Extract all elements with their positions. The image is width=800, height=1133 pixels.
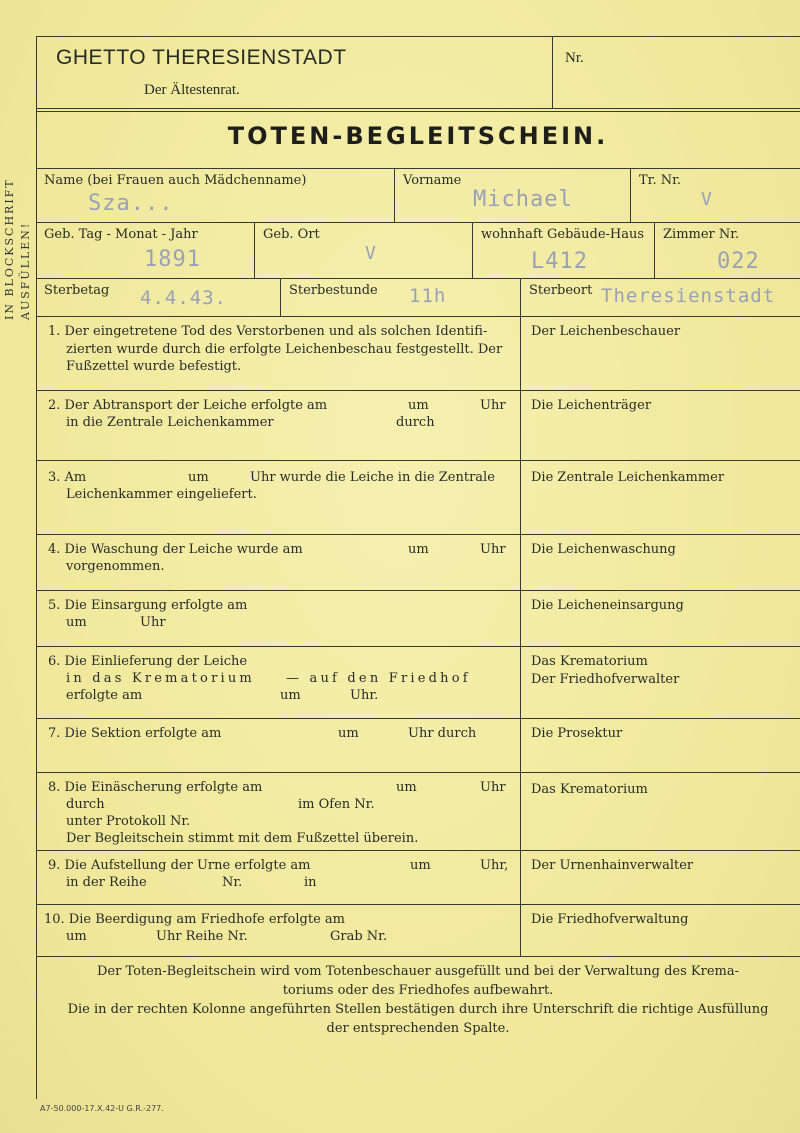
sterbetag-value: 4.4.43. — [140, 287, 228, 309]
step-1-signatory: Der Leichenbeschauer — [531, 324, 681, 339]
step-2-line-1: 2. Der Abtransport der Leiche erfolgte am — [48, 398, 328, 413]
footer-line-2: toriums oder des Friedhofes aufbewahrt. — [282, 983, 554, 998]
sterbetag-field[interactable] — [36, 279, 280, 317]
step-10-line-1: 10. Die Beerdigung am Friedhofe erfolgte am — [44, 912, 345, 927]
step-4-line-2: vorgenommen. — [66, 559, 165, 574]
step-4-signature[interactable] — [520, 535, 800, 591]
step-4-row — [36, 534, 800, 591]
step-9-in: in — [304, 875, 317, 890]
step-1-text[interactable] — [36, 317, 520, 391]
step-5-uhr: Uhr — [140, 615, 166, 630]
step-5-signatory: Die Leicheneinsargung — [531, 598, 684, 613]
sterbestunde-field[interactable] — [280, 279, 520, 317]
name-field[interactable] — [36, 169, 394, 223]
step-1-signature[interactable] — [520, 317, 800, 391]
step-5-line-1: 5. Die Einsargung erfolgte am — [48, 598, 248, 613]
step-4-text[interactable] — [36, 535, 520, 591]
step-8-line-2: durch — [66, 797, 105, 812]
row-death — [36, 278, 800, 317]
row-name — [36, 168, 800, 223]
footer-line-4: der entsprechenden Spalte. — [326, 1021, 510, 1036]
step-5-signature[interactable] — [520, 591, 800, 647]
step-2-durch: durch — [396, 415, 435, 430]
step-7-uhr: Uhr durch — [408, 726, 477, 741]
side-instruction-line-2: AUSFÜLLEN! — [19, 221, 32, 320]
step-8-ofen: im Ofen Nr. — [298, 797, 375, 812]
name-value: Sza... — [88, 191, 174, 216]
step-3-signature[interactable] — [520, 461, 800, 535]
footer-note — [36, 962, 800, 1038]
closing-rule — [36, 956, 800, 957]
document-title: TOTEN-BEGLEITSCHEIN. — [227, 122, 609, 150]
step-5-text[interactable] — [36, 591, 520, 647]
sterbeort-label: Sterbeort — [529, 283, 593, 298]
step-6-line-2b: — auf den Friedhof — [286, 671, 471, 686]
wohnhaft-field[interactable] — [472, 223, 654, 279]
vorname-label: Vorname — [403, 173, 462, 188]
step-7-line-1: 7. Die Sektion erfolgte am — [48, 726, 222, 741]
step-7-row — [36, 718, 800, 773]
vorname-field[interactable] — [394, 169, 630, 223]
footer-line-1: Der Toten-Begleitschein wird vom Totenbeschauer ausgefüllt und bei der Verwaltung des Krema- — [97, 964, 739, 979]
step-7-signature[interactable] — [520, 719, 800, 773]
sterbeort-field[interactable] — [520, 279, 800, 317]
sterbestunde-label: Sterbestunde — [289, 283, 378, 298]
step-7-um: um — [338, 726, 359, 741]
step-3-line-1: 3. Am — [48, 470, 87, 485]
step-2-uhr: Uhr — [480, 398, 506, 413]
header-double-rule — [36, 111, 800, 112]
geb-tag-label: Geb. Tag - Monat - Jahr — [44, 227, 198, 242]
step-4-uhr: Uhr — [480, 542, 506, 557]
geb-ort-value: V — [365, 243, 377, 264]
row-birth — [36, 222, 800, 279]
step-2-text[interactable] — [36, 391, 520, 461]
step-7-text[interactable] — [36, 719, 520, 773]
step-4-line-1: 4. Die Waschung der Leiche wurde am — [48, 542, 303, 557]
step-9-signature[interactable] — [520, 851, 800, 905]
step-6-text[interactable] — [36, 647, 520, 719]
geb-tag-value: 1891 — [144, 247, 201, 272]
step-1-line-1: 1. Der eingetretene Tod des Verstorbenen und als solchen Identifi- — [48, 324, 488, 339]
sterbestunde-value: 11h — [409, 285, 447, 307]
sterbetag-label: Sterbetag — [44, 283, 110, 298]
step-10-grab: Grab Nr. — [330, 929, 388, 944]
step-10-reihe: Uhr Reihe Nr. — [156, 929, 248, 944]
side-instruction-line-1: IN BLOCKSCHRIFT — [3, 178, 16, 320]
geb-ort-label: Geb. Ort — [263, 227, 320, 242]
step-9-line-2: in der Reihe — [66, 875, 147, 890]
zimmer-value: 022 — [717, 249, 760, 274]
step-6-line-3: erfolgte am — [66, 688, 143, 703]
tr-nr-field[interactable] — [630, 169, 800, 223]
step-10-row — [36, 904, 800, 957]
step-8-signature[interactable] — [520, 773, 800, 851]
step-9-um: um — [410, 858, 431, 873]
side-instruction — [2, 160, 38, 320]
sterbeort-value: Theresienstadt — [601, 285, 776, 307]
step-2-signature[interactable] — [520, 391, 800, 461]
step-8-row — [36, 772, 800, 851]
step-1-line-2: zierten wurde durch die erfolgte Leichenbeschau festgestellt. Der — [66, 341, 503, 357]
zimmer-field[interactable] — [654, 223, 800, 279]
step-8-um: um — [396, 780, 417, 795]
tr-nr-value: V — [701, 189, 713, 210]
nr-box[interactable] — [552, 36, 800, 108]
form-header — [36, 36, 800, 109]
step-8-line-4: Der Begleitschein stimmt mit dem Fußzettel überein. — [66, 831, 419, 846]
step-8-line-1: 8. Die Einäscherung erfolgte am — [48, 780, 263, 795]
nr-label: Nr. — [565, 50, 584, 66]
step-4-um: um — [408, 542, 429, 557]
step-4-signatory: Die Leichenwaschung — [531, 542, 676, 557]
step-9-signatory: Der Urnenhainverwalter — [531, 858, 694, 873]
step-9-text[interactable] — [36, 851, 520, 905]
step-9-nr: Nr. — [222, 875, 243, 890]
header-subtitle: Der Ältestenrat. — [144, 82, 240, 98]
step-2-signatory: Die Leichenträger — [531, 398, 652, 413]
step-6-line-2a: in das Krematorium — [66, 671, 255, 686]
step-2-um: um — [408, 398, 429, 413]
step-6-um: um — [280, 688, 301, 703]
step-3-signatory: Die Zentrale Leichenkammer — [531, 470, 725, 485]
print-code: A7-50.000-17.X.42-U G.R.-277. — [40, 1104, 164, 1113]
geb-tag-field[interactable] — [36, 223, 254, 279]
step-1-lines — [48, 323, 508, 376]
step-3-um: um — [188, 470, 209, 485]
step-3-text[interactable] — [36, 461, 520, 535]
step-6-line-1: 6. Die Einlieferung der Leiche — [48, 654, 248, 669]
step-1-row — [36, 316, 800, 391]
step-5-row — [36, 590, 800, 647]
step-6-signature[interactable] — [520, 647, 800, 719]
tr-nr-label: Tr. Nr. — [639, 173, 682, 188]
step-7-signatory: Die Prosektur — [531, 726, 623, 741]
step-5-um: um — [66, 615, 87, 630]
step-9-line-1: 9. Die Aufstellung der Urne erfolgte am — [48, 858, 311, 873]
step-8-uhr: Uhr — [480, 780, 506, 795]
step-8-line-3: unter Protokoll Nr. — [66, 814, 191, 829]
wohnhaft-value: L412 — [531, 249, 588, 274]
step-8-signatory: Das Krematorium — [531, 782, 648, 797]
zimmer-label: Zimmer Nr. — [663, 227, 740, 242]
step-6-signatory-2: Der Friedhofverwalter — [531, 671, 680, 687]
name-label: Name (bei Frauen auch Mädchenname) — [44, 173, 307, 188]
step-6-row — [36, 646, 800, 719]
step-2-row — [36, 390, 800, 461]
wohnhaft-label: wohnhaft Gebäude-Haus — [481, 227, 645, 242]
step-3-line-2: Leichenkammer eingeliefert. — [66, 487, 257, 502]
footer-line-3: Die in der rechten Kolonne angeführten Stellen bestätigen durch ihre Unterschrift die richtige Ausfüllung — [67, 1002, 769, 1017]
step-10-signatory: Die Friedhofverwaltung — [531, 912, 689, 927]
step-1-line-3: Fußzettel wurde befestigt. — [66, 359, 242, 374]
step-10-signature[interactable] — [520, 905, 800, 957]
geb-ort-field[interactable] — [254, 223, 472, 279]
step-6-signatory-1: Das Krematorium — [531, 654, 648, 669]
header-title: GHETTO THERESIENSTADT — [56, 46, 347, 69]
step-9-uhr: Uhr, — [480, 858, 509, 873]
step-10-um: um — [66, 929, 87, 944]
step-9-row — [36, 850, 800, 905]
step-2-line-2: in die Zentrale Leichenkammer — [66, 415, 274, 430]
step-3-row — [36, 460, 800, 535]
step-3-rest: Uhr wurde die Leiche in die Zentrale — [250, 470, 495, 485]
step-8-text[interactable] — [36, 773, 520, 851]
vorname-value: Michael — [473, 187, 573, 212]
step-6-uhr: Uhr. — [350, 688, 379, 703]
step-10-text[interactable] — [36, 905, 520, 957]
